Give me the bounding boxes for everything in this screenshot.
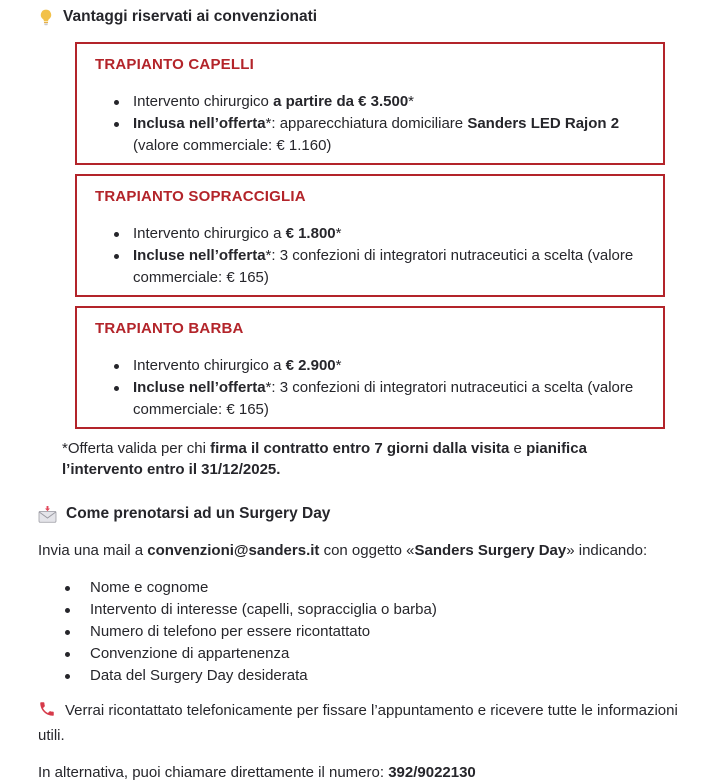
section-heading-booking <box>38 503 662 525</box>
callback-note <box>38 700 678 747</box>
offer-bullet-list <box>95 223 649 289</box>
offer-card-sopracciglia <box>75 174 665 297</box>
booking-item: Intervento di interesse (capelli, sopracciglia o barba) <box>38 599 662 621</box>
offer-bullet-list <box>95 355 649 421</box>
booking-item: Data del Surgery Day desiderata <box>38 665 662 687</box>
offer-bullet: Inclusa nell’offerta*: apparecchiatura domiciliare Sanders LED Rajon 2 (valore commerciale: € 1.160) <box>95 113 649 157</box>
section-heading-booking-label: Come prenotarsi ad un Surgery Day <box>66 505 331 522</box>
alternative-contact: In alternativa, puoi chiamare direttamente il numero: 392/9022130 <box>38 764 476 781</box>
offer-card-barba <box>75 306 665 429</box>
section-heading-vantaggi <box>38 6 662 28</box>
booking-item: Numero di telefono per essere ricontattato <box>38 621 662 643</box>
offer-card-capelli <box>75 42 665 165</box>
offer-card-title: TRAPIANTO CAPELLI <box>95 56 254 73</box>
offer-bullet-list <box>95 91 649 157</box>
booking-item: Convenzione di appartenenza <box>38 643 662 665</box>
offer-validity-footnote: *Offerta valida per chi firma il contratto entro 7 giorni dalla visita e pianifica l’intervento entro il 31/12/2025. <box>62 440 587 478</box>
booking-intro: Invia una mail a convenzioni@sanders.it con oggetto «Sanders Surgery Day» indicando: <box>38 542 648 559</box>
offer-card-title: TRAPIANTO BARBA <box>95 320 244 337</box>
phone-icon <box>38 700 56 725</box>
section-heading-vantaggi-label: Vantaggi riservati ai convenzionati <box>63 8 318 25</box>
offer-bullet: Intervento chirurgico a partire da € 3.500* <box>95 91 649 113</box>
callback-note-text: Verrai ricontattato telefonicamente per fissare l’appuntamento e ricevere tutte le informazioni utili. <box>38 702 678 744</box>
lightbulb-icon <box>38 9 54 26</box>
envelope-icon <box>38 506 57 523</box>
booking-item: Nome e cognome <box>38 577 662 599</box>
offer-bullet: Intervento chirurgico a € 2.900* <box>95 355 649 377</box>
offer-bullet: Intervento chirurgico a € 1.800* <box>95 223 649 245</box>
offer-bullet: Incluse nell’offerta*: 3 confezioni di integratori nutraceutici a scelta (valore commerciale: € 165) <box>95 245 649 289</box>
booking-checklist <box>38 577 662 687</box>
offer-card-title: TRAPIANTO SOPRACCIGLIA <box>95 188 306 205</box>
offer-bullet: Incluse nell’offerta*: 3 confezioni di integratori nutraceutici a scelta (valore commerciale: € 165) <box>95 377 649 421</box>
